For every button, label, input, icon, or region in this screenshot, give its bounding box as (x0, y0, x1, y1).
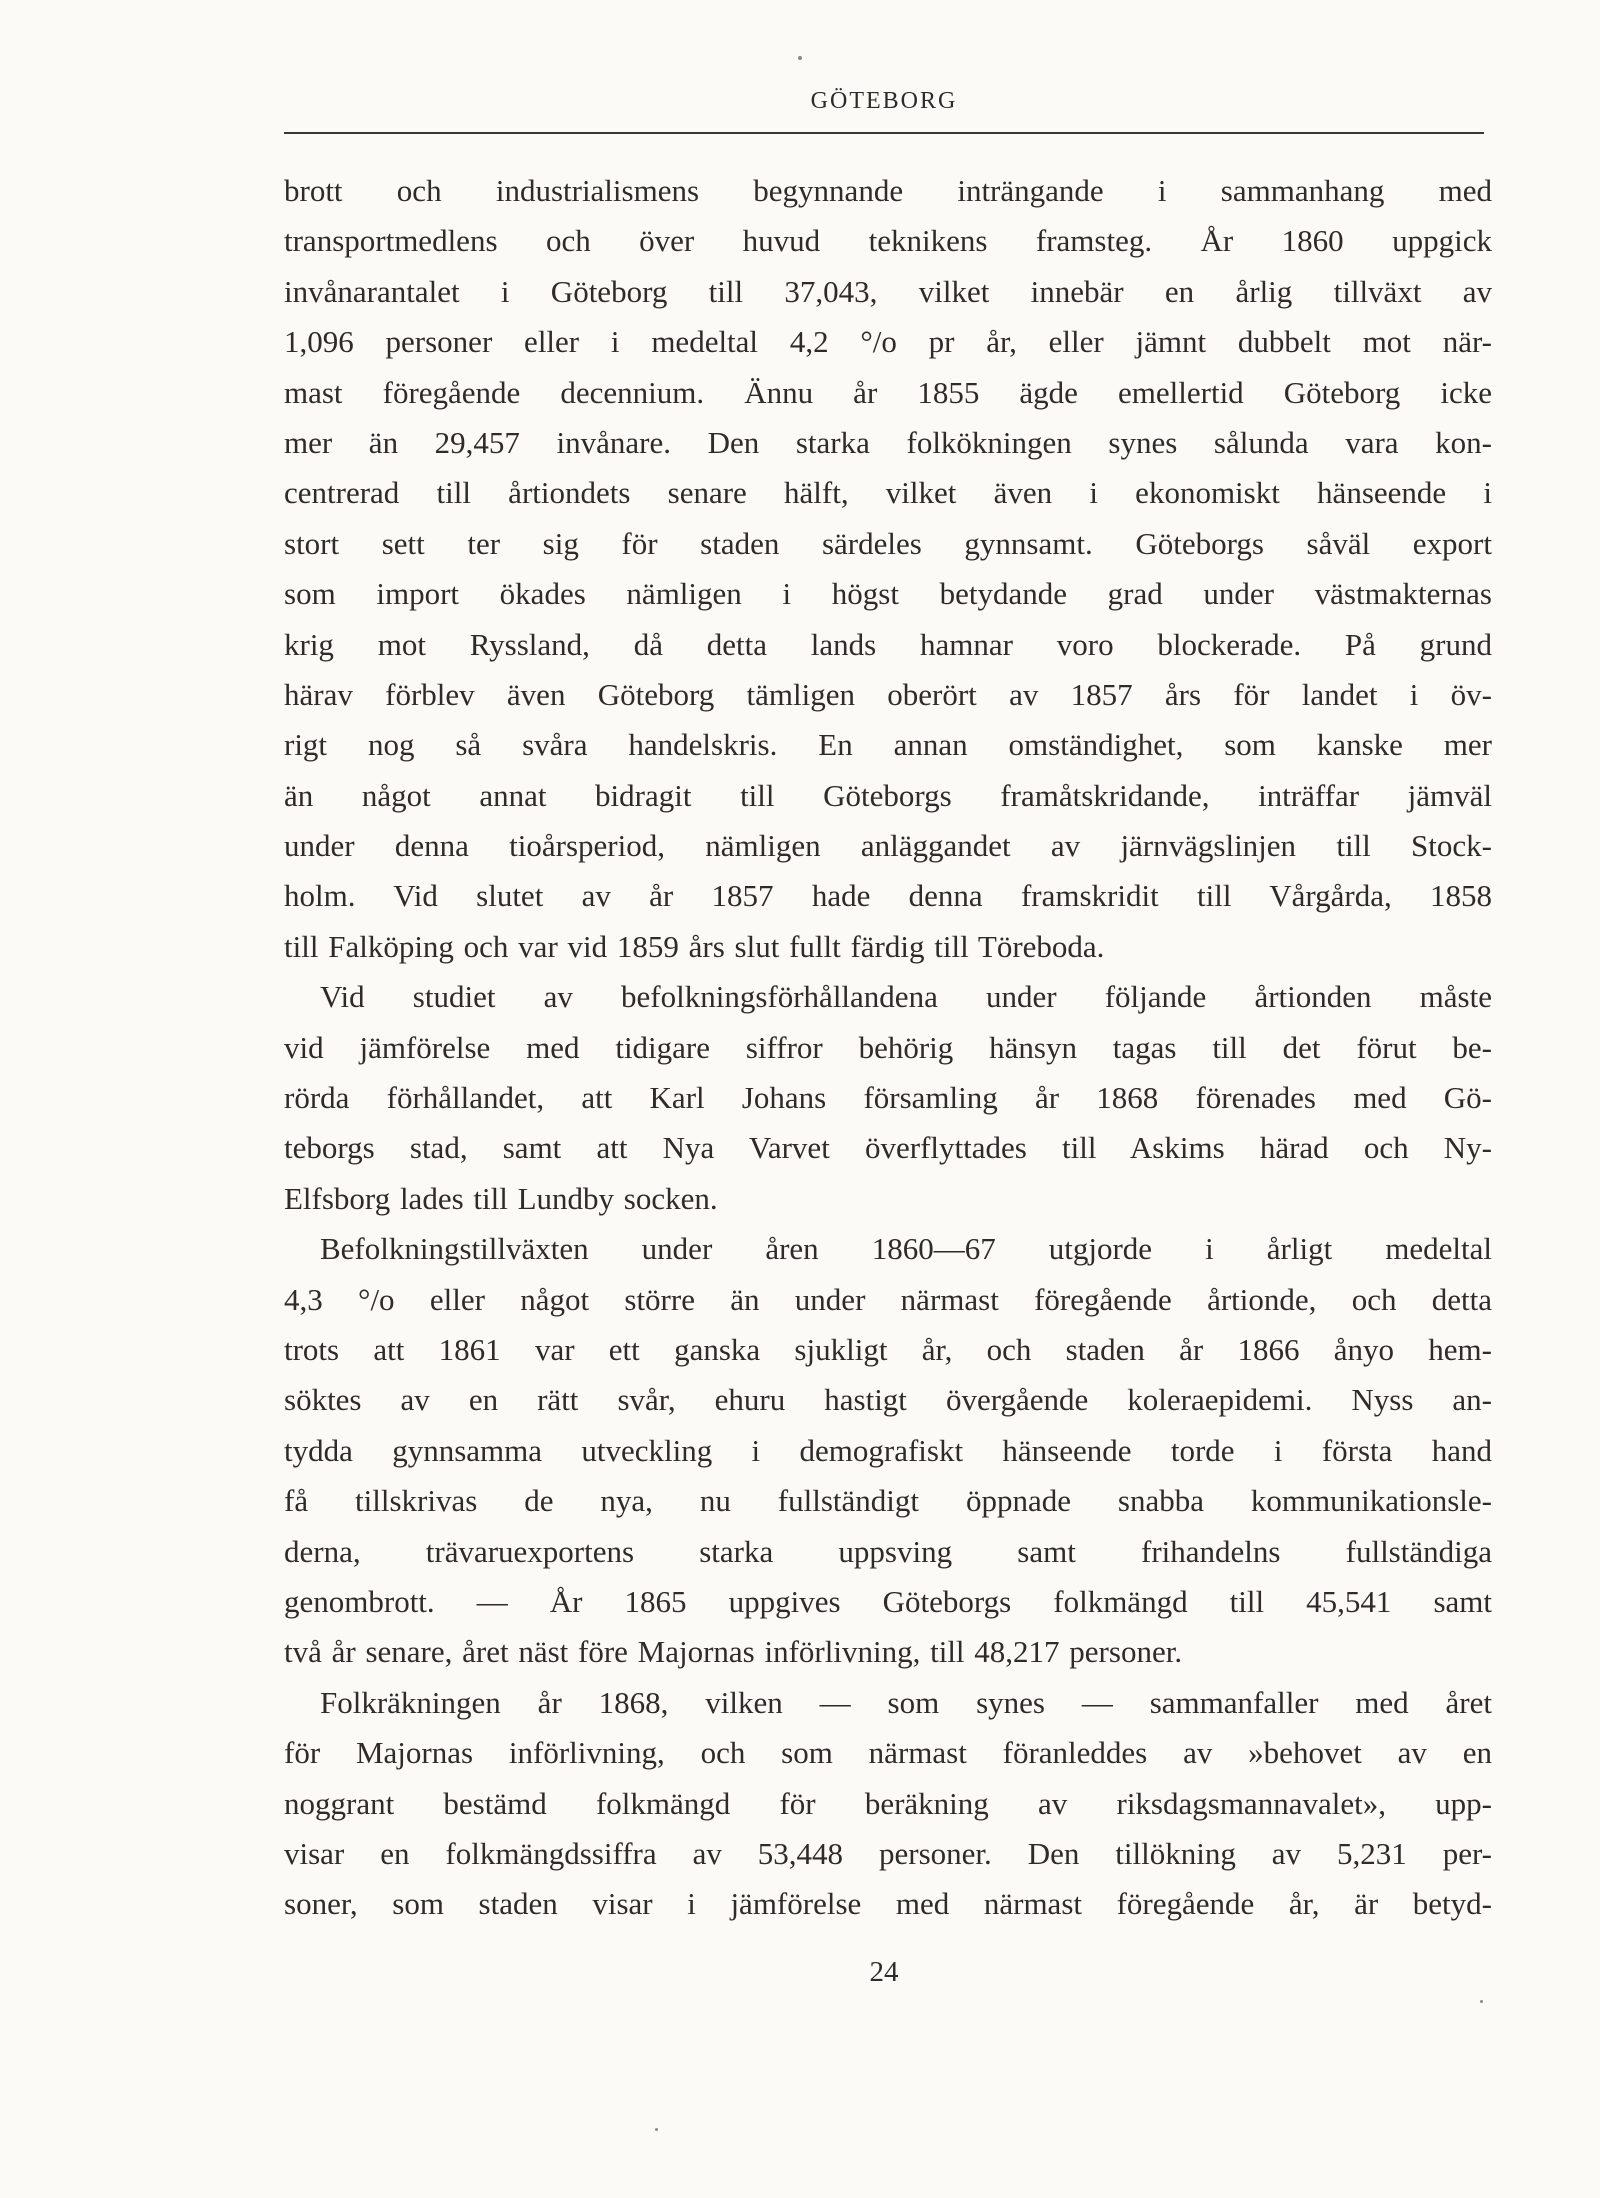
text-line: mer än 29,457 invånare. Den starka folkökningen synes sålunda vara kon- (284, 424, 1492, 460)
body-text (284, 166, 1492, 1930)
text-line: tydda gynnsamma utveckling i demografiskt hänseende torde i första hand (284, 1432, 1492, 1468)
text-line: till Falköping och var vid 1859 års slut fullt färdig till Töreboda. (284, 928, 1105, 964)
text-line: soner, som staden visar i jämförelse med närmast föregående år, är betyd- (284, 1886, 1492, 1922)
text-line: invånarantalet i Göteborg till 37,043, vilket innebär en årlig tillväxt av (284, 273, 1492, 309)
text-line: transportmedlens och över huvud teknikens framsteg. År 1860 uppgick (284, 223, 1492, 259)
text-line: Folkräkningen år 1868, vilken — som synes — sammanfaller med året (320, 1684, 1492, 1720)
text-line: Befolkningstillväxten under åren 1860—67 utgjorde i årligt medeltal (320, 1231, 1492, 1267)
paper-speck (1480, 2000, 1483, 2003)
text-line: genombrott. — År 1865 uppgives Göteborgs folkmängd till 45,541 samt (284, 1583, 1492, 1619)
text-line: än något annat bidragit till Göteborgs framåtskridande, inträffar jämväl (284, 777, 1492, 813)
text-line: visar en folkmängdssiffra av 53,448 personer. Den tillökning av 5,231 per- (284, 1835, 1492, 1871)
paper-speck (798, 56, 802, 60)
text-line: trots att 1861 var ett ganska sjukligt år, och staden år 1866 ånyo hem- (284, 1331, 1492, 1367)
text-line: som import ökades nämligen i högst betydande grad under västmakternas (284, 576, 1492, 612)
text-line: 4,3 °/o eller något större än under närmast föregående årtionde, och detta (284, 1281, 1492, 1317)
page-number: 24 (869, 1956, 899, 1988)
text-line: Elfsborg lades till Lundby socken. (284, 1180, 718, 1216)
text-line: vid jämförelse med tidigare siffror behörig hänsyn tagas till det förut be- (284, 1029, 1492, 1065)
text-line: derna, trävaruexportens starka uppsving samt frihandelns fullständiga (284, 1533, 1492, 1569)
text-line: brott och industrialismens begynnande inträngande i sammanhang med (284, 173, 1492, 208)
text-line: två år senare, året näst före Majornas införlivning, till 48,217 personer. (284, 1634, 1183, 1670)
running-title: GÖTEBORG (810, 88, 958, 114)
text-line: rörda förhållandet, att Karl Johans församling år 1868 förenades med Gö- (284, 1080, 1492, 1116)
text-line: noggrant bestämd folkmängd för beräkning av riksdagsmannavalet», upp- (284, 1785, 1492, 1821)
text-line: krig mot Ryssland, då detta lands hamnar voro blockerade. På grund (284, 626, 1492, 662)
text-line: söktes av en rätt svår, ehuru hastigt övergående koleraepidemi. Nyss an- (284, 1382, 1492, 1418)
text-line: rigt nog så svåra handelskris. En annan omständighet, som kanske mer (284, 727, 1492, 763)
text-line: för Majornas införlivning, och som närmast föranleddes av »behovet av en (284, 1735, 1492, 1771)
text-line: få tillskrivas de nya, nu fullständigt öppnade snabba kommunikationsle- (284, 1483, 1492, 1519)
text-line: mast föregående decennium. Ännu år 1855 ägde emellertid Göteborg icke (284, 374, 1492, 410)
text-line: teborgs stad, samt att Nya Varvet överflyttades till Askims härad och Ny- (284, 1130, 1492, 1166)
header-rule (284, 132, 1484, 134)
text-line: under denna tioårsperiod, nämligen anläggandet av järnvägslinjen till Stock- (284, 828, 1492, 864)
text-line: 1,096 personer eller i medeltal 4,2 °/o pr år, eller jämnt dubbelt mot när- (284, 324, 1492, 360)
text-line: Vid studiet av befolkningsförhållandena under följande årtionden måste (320, 979, 1492, 1015)
text-line: stort sett ter sig för staden särdeles gynnsamt. Göteborgs såväl export (284, 525, 1492, 561)
text-line: holm. Vid slutet av år 1857 hade denna framskridit till Vårgårda, 1858 (284, 878, 1492, 914)
paper-speck (655, 2128, 658, 2131)
text-line: centrerad till årtiondets senare hälft, vilket även i ekonomiskt hänseende i (284, 475, 1492, 511)
text-line: härav förblev även Göteborg tämligen oberört av 1857 års för landet i öv- (284, 676, 1492, 712)
